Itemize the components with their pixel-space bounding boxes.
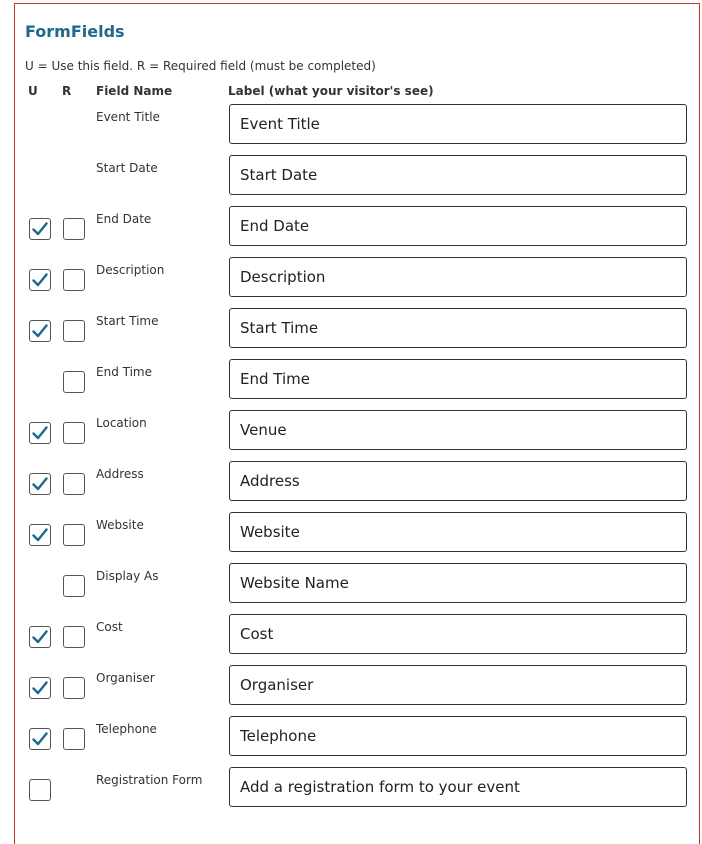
use-checkbox[interactable] [29, 728, 51, 750]
label-input[interactable] [229, 461, 687, 501]
field-name: Location [96, 416, 147, 430]
field-row [15, 308, 699, 359]
label-input[interactable] [229, 665, 687, 705]
field-row [15, 461, 699, 512]
use-checkbox[interactable] [29, 626, 51, 648]
label-input[interactable] [229, 614, 687, 654]
label-input[interactable] [229, 410, 687, 450]
field-name: Telephone [96, 722, 157, 736]
label-input[interactable] [229, 359, 687, 399]
required-checkbox[interactable] [63, 677, 85, 699]
field-row [15, 767, 699, 818]
required-checkbox[interactable] [63, 218, 85, 240]
required-checkbox[interactable] [63, 524, 85, 546]
header-label: Label (what your visitor's see) [228, 84, 434, 98]
use-checkbox[interactable] [29, 473, 51, 495]
field-name: Address [96, 467, 144, 481]
field-row [15, 155, 699, 206]
field-row [15, 614, 699, 665]
required-checkbox[interactable] [63, 320, 85, 342]
usage-hint: U = Use this field. R = Required field (must be completed) [25, 59, 376, 73]
field-row [15, 206, 699, 257]
field-name: Start Time [96, 314, 159, 328]
label-input[interactable] [229, 563, 687, 603]
field-name: Start Date [96, 161, 158, 175]
required-checkbox[interactable] [63, 422, 85, 444]
label-input[interactable] [229, 104, 687, 144]
field-row [15, 104, 699, 155]
use-checkbox[interactable] [29, 218, 51, 240]
use-checkbox[interactable] [29, 422, 51, 444]
required-checkbox[interactable] [63, 728, 85, 750]
field-row [15, 512, 699, 563]
header-use: U [28, 84, 38, 98]
use-checkbox[interactable] [29, 269, 51, 291]
field-row [15, 716, 699, 767]
field-name: Website [96, 518, 144, 532]
required-checkbox[interactable] [63, 473, 85, 495]
use-checkbox[interactable] [29, 320, 51, 342]
required-checkbox[interactable] [63, 371, 85, 393]
field-row [15, 257, 699, 308]
field-row [15, 665, 699, 716]
field-row [15, 410, 699, 461]
label-input[interactable] [229, 512, 687, 552]
label-input[interactable] [229, 257, 687, 297]
field-name: End Date [96, 212, 152, 226]
label-input[interactable] [229, 308, 687, 348]
field-row [15, 563, 699, 614]
required-checkbox[interactable] [63, 575, 85, 597]
use-checkbox[interactable] [29, 524, 51, 546]
field-name: Registration Form [96, 773, 203, 787]
form-fields-panel [14, 3, 700, 844]
header-required: R [62, 84, 72, 98]
required-checkbox[interactable] [63, 269, 85, 291]
label-input[interactable] [229, 716, 687, 756]
field-name: Cost [96, 620, 123, 634]
label-input[interactable] [229, 206, 687, 246]
panel-title: FormFields [25, 22, 125, 41]
label-input[interactable] [229, 767, 687, 807]
field-name: Event Title [96, 110, 160, 124]
required-checkbox[interactable] [63, 626, 85, 648]
field-row [15, 359, 699, 410]
field-name: End Time [96, 365, 152, 379]
field-name: Description [96, 263, 165, 277]
use-checkbox[interactable] [29, 779, 51, 801]
field-name: Display As [96, 569, 159, 583]
label-input[interactable] [229, 155, 687, 195]
header-field-name: Field Name [96, 84, 173, 98]
use-checkbox[interactable] [29, 677, 51, 699]
field-name: Organiser [96, 671, 155, 685]
